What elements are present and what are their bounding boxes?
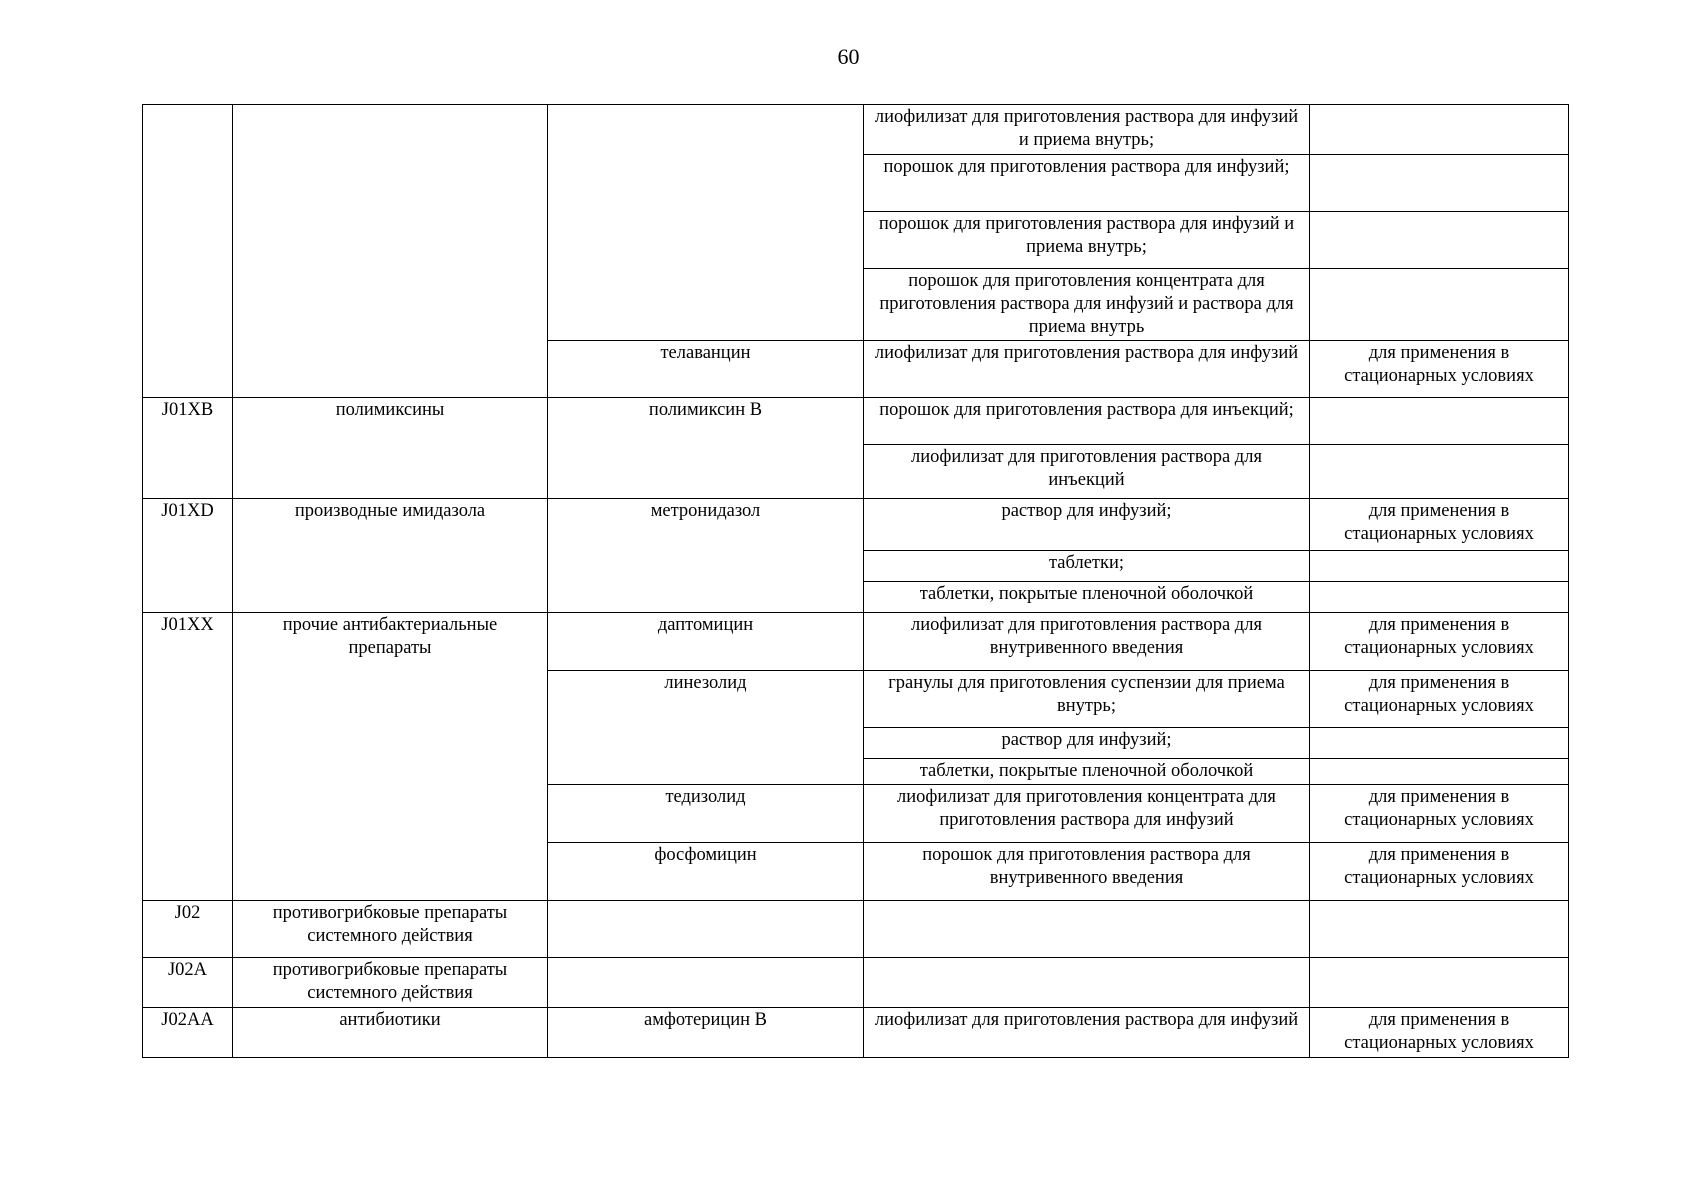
drug-cell: [548, 901, 864, 958]
note-cell: для применения в стационарных условиях: [1310, 613, 1569, 671]
form-cell: [864, 901, 1310, 958]
note-cell: для применения в стационарных условиях: [1310, 1008, 1569, 1058]
note-cell: [1310, 958, 1569, 1008]
drug-cell: полимиксин B: [548, 398, 864, 499]
form-cell: лиофилизат для приготовления раствора для внутривенного введения: [864, 613, 1310, 671]
form-cell: порошок для приготовления раствора для инфузий;: [864, 155, 1310, 212]
drug-cell: метронидазол: [548, 499, 864, 613]
drug-cell: [548, 958, 864, 1008]
code-cell: J02: [143, 901, 233, 958]
drug-cell: тедизолид: [548, 785, 864, 843]
table-row: [143, 105, 1569, 155]
table-row: [143, 1008, 1569, 1058]
drug-cell: [548, 105, 864, 341]
note-cell: [1310, 398, 1569, 445]
form-cell: лиофилизат для приготовления раствора для инфузий: [864, 341, 1310, 398]
note-cell: [1310, 759, 1569, 785]
group-cell: противогрибковые препараты системного действия: [233, 958, 548, 1008]
drug-cell: даптомицин: [548, 613, 864, 671]
form-cell: порошок для приготовления концентрата для приготовления раствора для инфузий и раствора для приема внутрь: [864, 269, 1310, 341]
form-cell: [864, 958, 1310, 1008]
note-cell: [1310, 212, 1569, 269]
group-cell: прочие антибактериальные препараты: [233, 613, 548, 901]
code-cell: [143, 105, 233, 398]
form-cell: порошок для приготовления раствора для инъекций;: [864, 398, 1310, 445]
form-cell: лиофилизат для приготовления раствора для инфузий и приема внутрь;: [864, 105, 1310, 155]
note-cell: [1310, 582, 1569, 613]
drug-cell: амфотерицин B: [548, 1008, 864, 1058]
table-row: [143, 901, 1569, 958]
drug-table: [142, 104, 1569, 1058]
note-cell: для применения в стационарных условиях: [1310, 671, 1569, 728]
form-cell: порошок для приготовления раствора для инфузий и приема внутрь;: [864, 212, 1310, 269]
code-cell: J01XD: [143, 499, 233, 613]
note-cell: для применения в стационарных условиях: [1310, 785, 1569, 843]
table-row: [143, 398, 1569, 445]
form-cell: лиофилизат для приготовления концентрата для приготовления раствора для инфузий: [864, 785, 1310, 843]
note-cell: [1310, 551, 1569, 582]
note-cell: для применения в стационарных условиях: [1310, 499, 1569, 551]
drug-cell: фосфомицин: [548, 843, 864, 901]
form-cell: лиофилизат для приготовления раствора для инфузий: [864, 1008, 1310, 1058]
group-cell: противогрибковые препараты системного действия: [233, 901, 548, 958]
table-row: [143, 613, 1569, 671]
form-cell: раствор для инфузий;: [864, 499, 1310, 551]
form-cell: раствор для инфузий;: [864, 728, 1310, 759]
form-cell: таблетки, покрытые пленочной оболочкой: [864, 582, 1310, 613]
note-cell: для применения в стационарных условиях: [1310, 341, 1569, 398]
code-cell: J02A: [143, 958, 233, 1008]
note-cell: [1310, 728, 1569, 759]
note-cell: [1310, 155, 1569, 212]
note-cell: [1310, 445, 1569, 499]
group-cell: антибиотики: [233, 1008, 548, 1058]
note-cell: для применения в стационарных условиях: [1310, 843, 1569, 901]
group-cell: [233, 105, 548, 398]
code-cell: J01XX: [143, 613, 233, 901]
form-cell: лиофилизат для приготовления раствора для инъекций: [864, 445, 1310, 499]
form-cell: таблетки;: [864, 551, 1310, 582]
group-cell: производные имидазола: [233, 499, 548, 613]
drug-cell: телаванцин: [548, 341, 864, 398]
table-row: [143, 958, 1569, 1008]
form-cell: таблетки, покрытые пленочной оболочкой: [864, 759, 1310, 785]
code-cell: J02AA: [143, 1008, 233, 1058]
note-cell: [1310, 269, 1569, 341]
form-cell: гранулы для приготовления суспензии для приема внутрь;: [864, 671, 1310, 728]
drug-cell: линезолид: [548, 671, 864, 785]
group-cell: полимиксины: [233, 398, 548, 499]
page-number: 60: [837, 44, 860, 69]
code-cell: J01XB: [143, 398, 233, 499]
table-row: [143, 499, 1569, 551]
form-cell: порошок для приготовления раствора для внутривенного введения: [864, 843, 1310, 901]
note-cell: [1310, 901, 1569, 958]
note-cell: [1310, 105, 1569, 155]
